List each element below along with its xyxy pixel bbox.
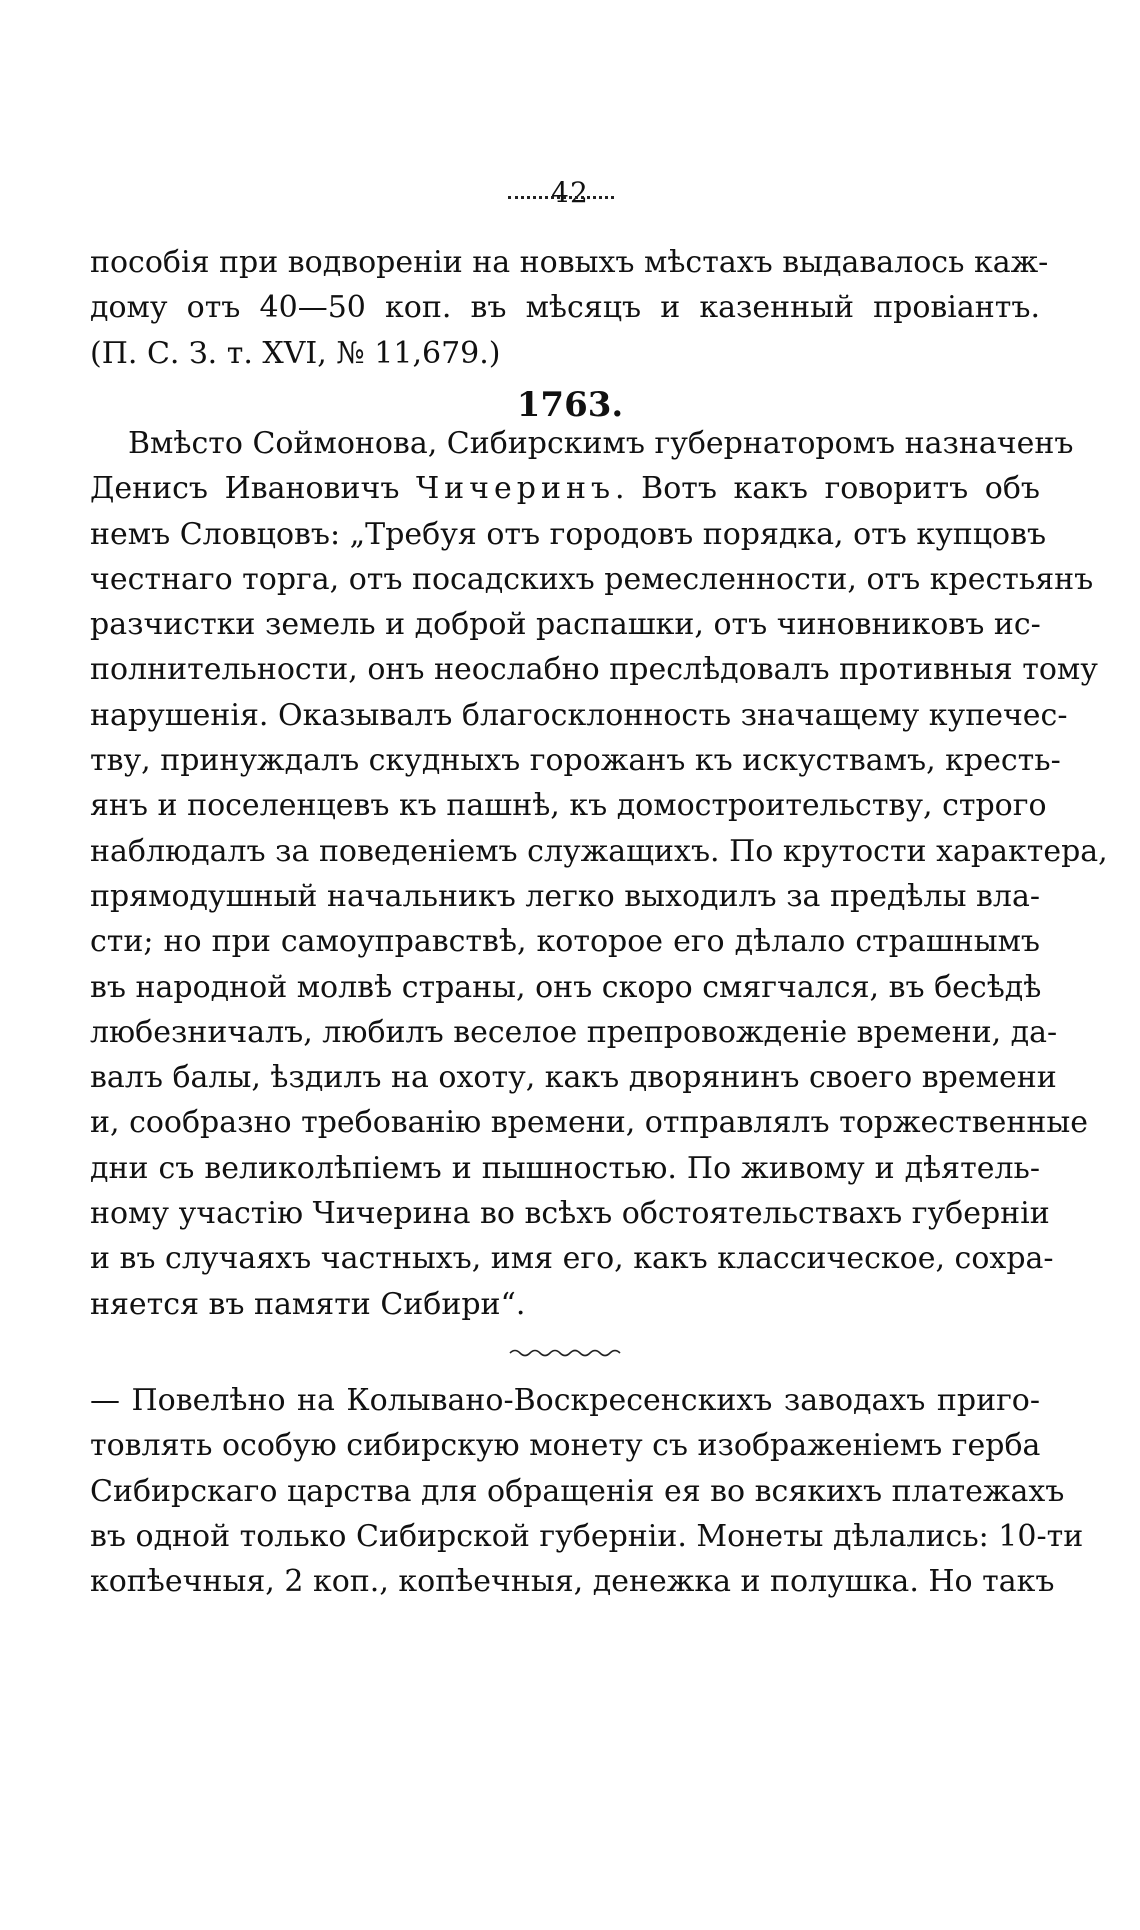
text-line: валъ балы, ѣздилъ на охоту, какъ дворянинъ своего времени	[90, 1060, 1057, 1096]
text-line: и, сообразно требованію времени, отправлялъ торжественные	[90, 1105, 1088, 1141]
spaced-name-chicherin: Чичеринъ	[415, 471, 616, 507]
second-paragraph	[90, 1378, 1084, 1604]
text-line: дому отъ 40—50 коп. въ мѣсяцъ и казенный провіантъ.	[90, 290, 1040, 326]
page-number: 42	[551, 176, 589, 209]
text-line: товлять особую сибирскую монету съ изображеніемъ герба	[90, 1428, 1041, 1464]
text-line: наблюдалъ за поведеніемъ служащихъ. По крутости характера,	[90, 833, 1108, 869]
text-line: ному участію Чичерина во всѣхъ обстоятельствахъ губерніи	[90, 1196, 1050, 1232]
text-line: Вмѣсто Соймонова, Сибирскимъ губернаторомъ назначенъ	[128, 426, 1074, 461]
text-line: пособія при водвореніи на новыхъ мѣстахъ выдавалось каж-	[90, 245, 1049, 280]
text-line: прямодушный начальникъ легко выходилъ за предѣлы вла-	[90, 878, 1040, 914]
text-line	[90, 466, 1040, 511]
wavy-divider	[508, 1346, 624, 1360]
intro-paragraph	[90, 240, 1049, 376]
text-line: дни съ великолѣпіемъ и пышностью. По живому и дѣятель-	[90, 1150, 1040, 1186]
text-line: — Повелѣно на Колывано-Воскресенскихъ заводахъ приго-	[90, 1383, 1040, 1418]
text-line: въ одной только Сибирской губерніи. Монеты дѣлались: 10-ти	[90, 1518, 1084, 1554]
text-fragment: . Вотъ какъ говоритъ объ	[615, 471, 1040, 507]
year-heading: 1763.	[516, 385, 624, 425]
text-line: копѣечныя, 2 коп., копѣечныя, денежка и полушка. Но такъ	[90, 1564, 1055, 1600]
main-paragraph	[90, 421, 1108, 1327]
text-line: любезничалъ, любилъ веселое препровожденіе времени, да-	[90, 1014, 1058, 1050]
text-line: (П. С. З. т. XVI, № 11,679.)	[90, 335, 501, 371]
text-line: въ народной молвѣ страны, онъ скоро смягчался, въ бесѣдѣ	[90, 969, 1042, 1005]
text-line: янъ и поселенцевъ къ пашнѣ, къ домостроительству, строго	[90, 788, 1047, 824]
text-fragment: Денисъ Ивановичъ	[90, 471, 416, 507]
page-number-dotted-rule	[508, 196, 614, 199]
text-line: разчистки земель и доброй распашки, отъ чиновниковъ ис-	[90, 607, 1041, 643]
text-line: немъ Словцовъ: „Требуя отъ городовъ порядка, отъ купцовъ	[90, 516, 1047, 552]
text-line: нарушенія. Оказывалъ благосклонность значащему купечес-	[90, 697, 1068, 733]
text-line: полнительности, онъ неослабно преслѣдовалъ противныя тому	[90, 652, 1098, 688]
text-line: Сибирскаго царства для обращенія ея во всякихъ платежахъ	[90, 1473, 1065, 1509]
text-line: няется въ памяти Сибири“.	[90, 1286, 526, 1322]
text-line: тву, принуждалъ скудныхъ горожанъ къ искуствамъ, кресть-	[90, 743, 1061, 779]
text-line: и въ случаяхъ частныхъ, имя его, какъ классическое, сохра-	[90, 1241, 1054, 1277]
text-line: честнаго торга, отъ посадскихъ ремесленности, отъ крестьянъ	[90, 561, 1094, 597]
text-line: сти; но при самоуправствѣ, которое его дѣлало страшнымъ	[90, 924, 1040, 960]
